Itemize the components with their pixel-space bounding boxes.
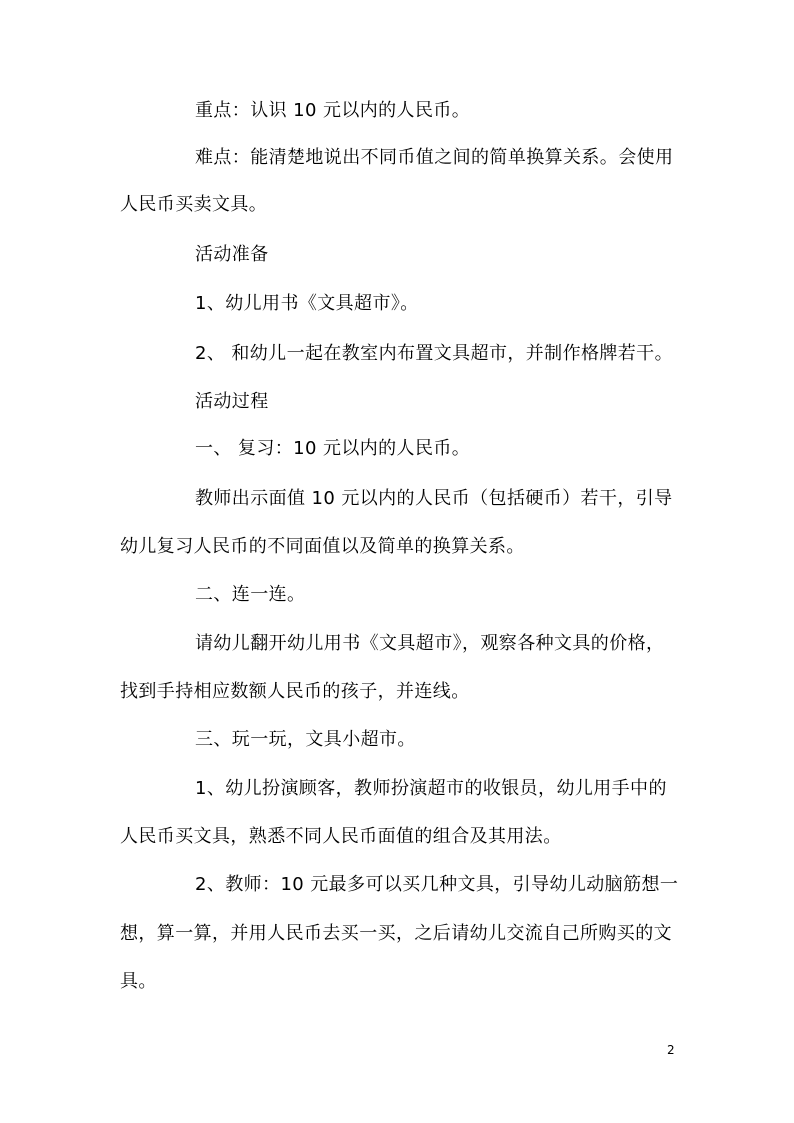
step-3-item-1-line-2: 人民币买文具，熟悉不同人民币面值的组合及其用法。 <box>120 826 562 847</box>
step-3-item-2-line-2: 想，算一算，并用人民币去买一买，之后请幼儿交流自己所购买的文 <box>120 923 672 944</box>
step-2-paragraph-line-1: 请幼儿翻开幼儿用书《文具超市》，观察各种文具的价格， <box>195 633 665 654</box>
key-point-line: 重点：认识 10 元以内的人民币。 <box>195 100 471 121</box>
step-1-heading: 一、 复习：10 元以内的人民币。 <box>195 438 471 459</box>
prep-item-1: 1、幼儿用书《文具超市》。 <box>195 293 419 314</box>
step-2-paragraph-line-2: 找到手持相应数额人民币的孩子，并连线。 <box>120 681 470 702</box>
section-heading-process: 活动过程 <box>195 391 269 412</box>
step-3-heading: 三、玩一玩，文具小超市。 <box>195 729 416 750</box>
step-1-paragraph-line-1: 教师出示面值 10 元以内的人民币（包括硬币）若干，引导 <box>195 488 673 509</box>
prep-item-2: 2、 和幼儿一起在教室内布置文具超市，并制作格牌若干。 <box>195 343 673 364</box>
step-3-item-2-line-1: 2、教师：10 元最多可以买几种文具，引导幼儿动脑筋想一 <box>195 874 679 895</box>
page-number: 2 <box>667 1043 675 1057</box>
difficulty-line-cont: 人民币买卖文具。 <box>120 194 268 215</box>
step-2-heading: 二、连一连。 <box>195 584 306 605</box>
step-3-item-1-line-1: 1、幼儿扮演顾客，教师扮演超市的收银员，幼儿用手中的 <box>195 778 667 799</box>
step-3-item-2-line-3: 具。 <box>120 971 157 992</box>
step-1-paragraph-line-2: 幼儿复习人民币的不同面值以及简单的换算关系。 <box>120 536 525 557</box>
section-heading-prep: 活动准备 <box>195 244 269 265</box>
difficulty-line: 难点：能清楚地说出不同币值之间的简单换算关系。会使用 <box>195 147 674 168</box>
